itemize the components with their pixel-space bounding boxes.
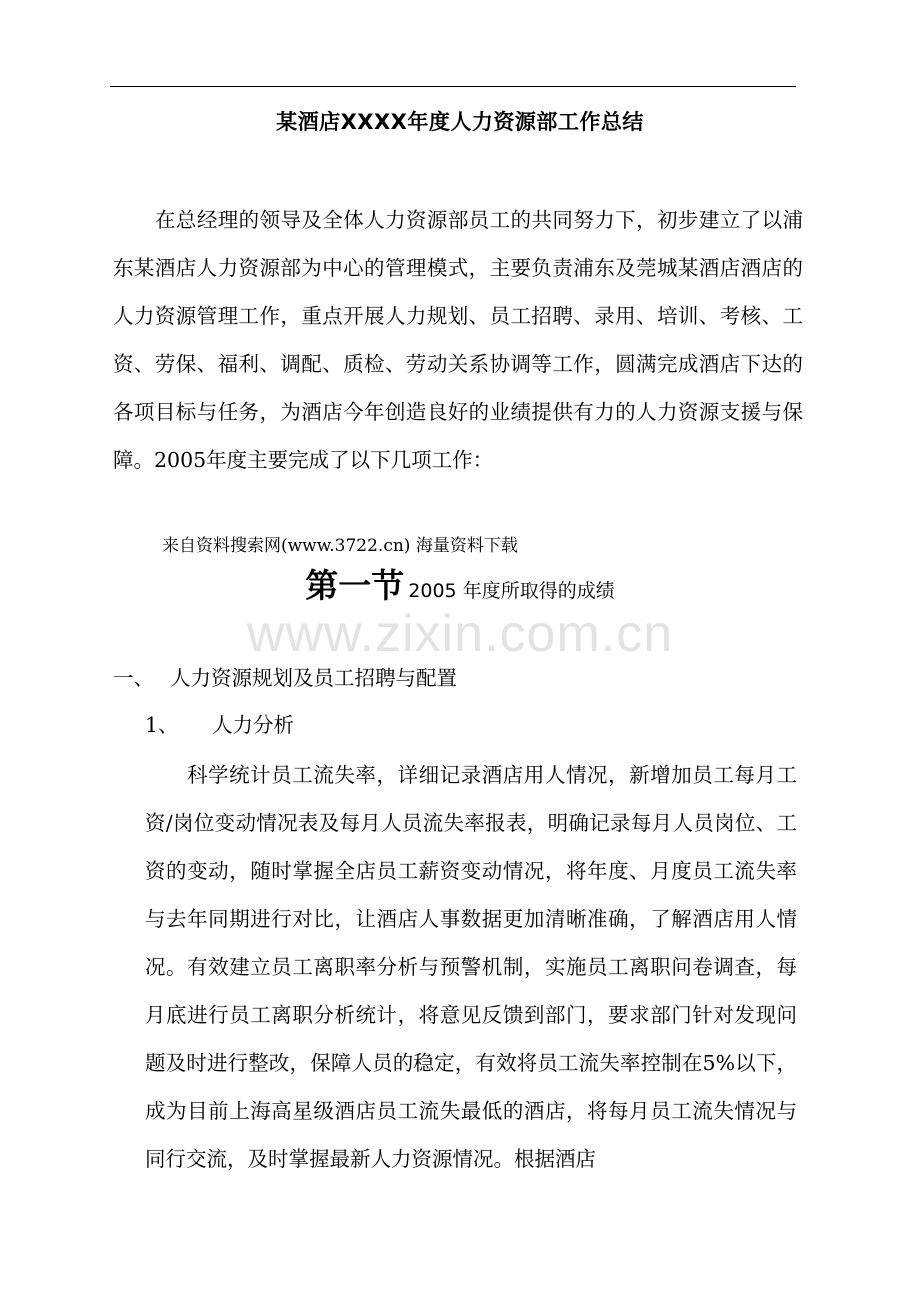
section-title: 2005 年度所取得的成绩: [408, 580, 615, 602]
document-title: 某酒店XXXX年度人力资源部工作总结: [276, 110, 644, 134]
heading-2-number: 1、: [145, 713, 179, 737]
source-note: 来自资料搜索网(www.3722.cn) 海量资料下载: [162, 536, 518, 556]
section-heading: [0, 560, 920, 607]
heading-1-number: 一、: [113, 666, 154, 690]
heading-2-text: 人力分析: [212, 713, 294, 737]
watermark: www.zixin.com.cn: [246, 605, 674, 663]
heading-1-text: 人力资源规划及员工招聘与配置: [170, 666, 457, 690]
header-rule: [110, 86, 796, 87]
intro-paragraph: 在总经理的领导及全体人力资源部员工的共同努力下，初步建立了以浦东某酒店人力资源部为中心的管理模式，主要负责浦东及莞城某酒店酒店的人力资源管理工作，重点开展人力规划、员工招聘、录用、培训、考核、工资、劳保、福利、调配、质检、劳动关系协调等工作，圆满完成酒店下达的各项目标与任务，为酒店今年创造良好的业绩提供有力的人力资源支援与保障。2005年度主要完成了以下几项工作：: [113, 208, 803, 472]
heading-level-2: [145, 708, 294, 738]
heading-level-1: [113, 661, 457, 691]
body-paragraph: 科学统计员工流失率，详细记录酒店用人情况，新增加员工每月工资/岗位变动情况表及每月人员流失率报表，明确记录每月人员岗位、工资的变动，随时掌握全店员工薪资变动情况，将年度、月度员工流失率与去年同期进行对比，让酒店人事数据更加清晰准确，了解酒店用人情况。有效建立员工离职率分析与预警机制，实施员工离职问卷调查，每月底进行员工离职分析统计，将意见反馈到部门，要求部门针对发现问题及时进行整改，保障人员的稳定，有效将员工流失率控制在5%以下，成为目前上海高星级酒店员工流失最低的酒店，将每月员工流失情况与同行交流，及时掌握最新人力资源情况。根据酒店: [145, 763, 797, 1171]
section-label: 第一节: [305, 566, 405, 605]
